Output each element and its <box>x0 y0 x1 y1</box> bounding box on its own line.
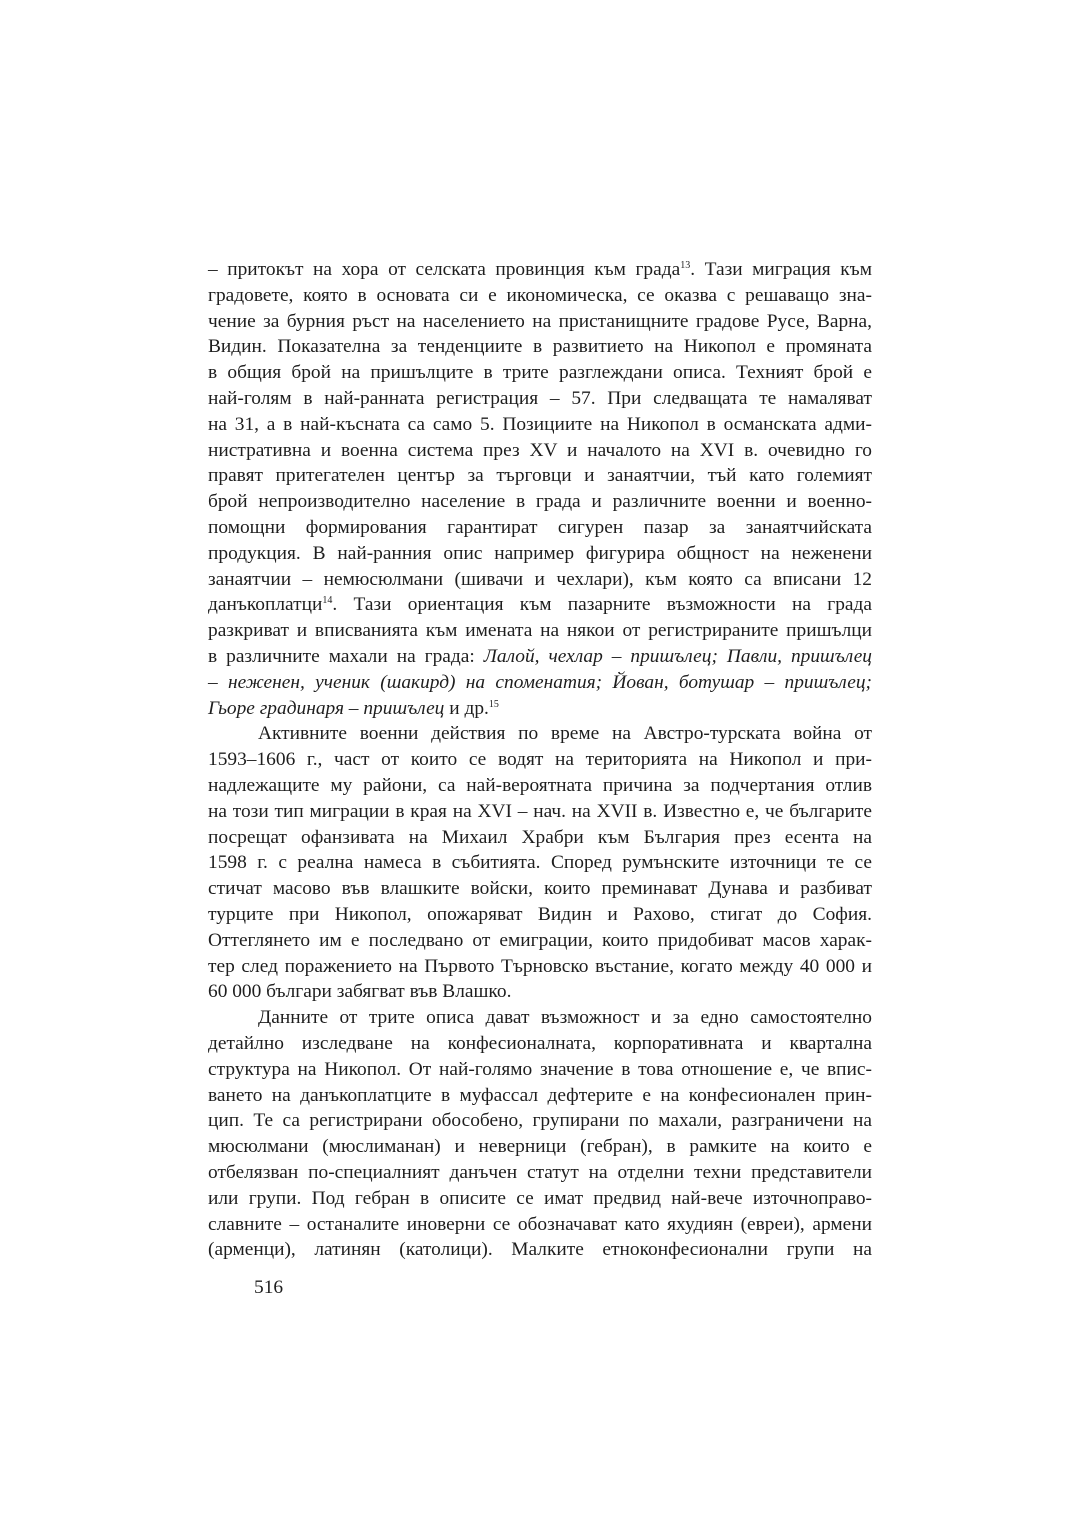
text-line <box>208 1031 872 1057</box>
text-line <box>208 696 872 722</box>
line-text: детайлно изследване на конфесионалната, корпоративната и квартална <box>208 1033 872 1054</box>
text-line <box>208 825 872 851</box>
text-line <box>208 670 872 696</box>
text-line <box>208 541 872 567</box>
line-text: чение за бурния ръст на населението на пристанищните градове Русе, Варна, <box>208 310 872 332</box>
line-text: турците при Никопол, опожаряват Видин и Рахово, стигат до София. <box>208 904 872 925</box>
line-text: мюсюлмани (мюслиманан) и неверници (гебран), в рамките на които е <box>208 1136 872 1158</box>
text-line <box>208 412 872 438</box>
italic-quote: – неженен, ученик (шакирд) на споменатия; Йован, ботушар – пришълец; <box>208 671 872 693</box>
line-text: помощни формирования гарантират сигурен пазар за занаятчийската <box>208 517 872 538</box>
italic-quote: Лалой, чехлар – пришълец; Павли, пришълец <box>483 646 872 667</box>
text-line <box>208 257 872 283</box>
text-line <box>208 850 872 876</box>
text-line <box>208 1057 872 1083</box>
text-line <box>208 799 872 825</box>
line-text: стичат масово във влашките войски, които преминават Дунава и разбиват <box>208 878 872 900</box>
line-text: – притокът на хора от селската провинция към града <box>208 259 681 280</box>
footnote-ref: 13 <box>680 260 691 271</box>
text-line <box>208 954 872 980</box>
text-line <box>208 1237 872 1263</box>
text-line <box>208 463 872 489</box>
line-text: в общия брой на пришълците в трите разглеждани описа. Техният брой е <box>208 362 872 384</box>
line-text: Данните от трите описа дават възможност и за едно самостоятелно <box>258 1007 872 1029</box>
line-text: данъкоплатци <box>208 594 323 616</box>
line-text: на този тип миграции в края на XVI – нач. на XVII в. Известно е, че българите <box>208 800 872 822</box>
line-text: правят притегателен център за търговци и занаятчии, тъй като големият <box>208 465 872 487</box>
line-text: брой непроизводително население в града и различните военни и военно- <box>208 491 872 513</box>
line-text: 1598 г. с реална намеса в събитията. Според румънските източници те се <box>208 852 872 874</box>
line-text: (арменци), латинян (католици). Малките етноконфесионални групи на <box>208 1239 872 1261</box>
line-text: градовете, която в основата си е икономическа, се оказва с решаващо зна- <box>208 284 872 306</box>
text-line <box>208 1005 872 1031</box>
text-line <box>208 1212 872 1238</box>
line-text: славните – останалите иноверни се обозначават като яхудиян (евреи), армени <box>208 1213 872 1235</box>
text-line <box>208 567 872 593</box>
line-text: 60 000 българи забягват във Влашко. <box>208 981 512 1003</box>
line-text: на 31, а в най-късната са само 5. Позициите на Никопол в османската адми- <box>208 413 872 435</box>
line-text: или групи. Под гебран в описите се имат предвид най-вече източноправо- <box>208 1187 872 1209</box>
text-line <box>208 747 872 773</box>
text-line <box>208 876 872 902</box>
text-line <box>208 283 872 309</box>
line-text: разкриват и вписванията към имената на някои от регистрираните пришълци <box>208 620 872 642</box>
text-line <box>208 592 872 618</box>
line-text: надлежащите му райони, са най-вероятната причина за подчертания отлив <box>208 775 872 796</box>
line-text: продукция. В най-ранния опис например фигурира общност на неженени <box>208 542 872 564</box>
text-line <box>208 438 872 464</box>
line-text: най-голям в най-ранната регистрация – 57. При следващата те намаляват <box>208 388 872 409</box>
italic-quote: Гьоре градинаря – пришълец <box>208 697 445 719</box>
text-line <box>208 979 872 1005</box>
text-line <box>208 386 872 412</box>
text-line <box>208 1108 872 1134</box>
text-line <box>208 1134 872 1160</box>
text-line <box>208 644 872 670</box>
text-line <box>208 309 872 335</box>
line-text: структура на Никопол. От най-голямо значение в това отношение е, че впис- <box>208 1058 872 1080</box>
text-line <box>208 360 872 386</box>
text-line <box>208 1160 872 1186</box>
line-text: Видин. Показателна за тенденциите в развитието на Никопол е промяната <box>208 336 872 358</box>
page-number: 516 <box>254 1277 284 1298</box>
line-text: в различните махали на града: <box>208 646 484 667</box>
line-text: нистративна и военна система през XV и началото на XVI в. очевидно го <box>208 439 872 461</box>
line-text: ването на данъкоплатците в муфассал дефтерите е на конфесионален прин- <box>208 1084 872 1106</box>
line-text: и др. <box>444 697 489 719</box>
text-line <box>208 773 872 799</box>
line-text: цип. Те са регистрирани обособено, групирани по махали, разграничени на <box>208 1110 872 1132</box>
line-text: . Тази ориентация към пазарните възможности на града <box>332 594 872 616</box>
line-text: тер след поражението на Първото Търновско въстание, когато между 40 000 и <box>208 955 872 977</box>
line-text: Оттеглянето им е последвано от емиграции, които придобиват масов харак- <box>208 929 872 951</box>
text-line <box>208 618 872 644</box>
footnote-ref: 15 <box>488 698 499 710</box>
line-text: занаятчии – немюсюлмани (шивачи и чехлари), към която са вписани 12 <box>208 568 872 590</box>
line-text: посрещат офанзивата на Михаил Храбри към България през есента на <box>208 826 872 848</box>
line-text: . Тази миграция към <box>690 259 872 280</box>
footnote-ref: 14 <box>322 595 333 607</box>
text-line <box>208 928 872 954</box>
text-line <box>208 721 872 747</box>
text-line <box>208 334 872 360</box>
text-line <box>208 902 872 928</box>
text-line <box>208 1186 872 1212</box>
line-text: Активните военни действия по време на Австро-турската война от <box>258 723 872 745</box>
text-line <box>208 489 872 515</box>
line-text: 1593–1606 г., част от които се водят на територията на Никопол и при- <box>208 749 872 771</box>
text-line <box>208 515 872 541</box>
text-line <box>208 1083 872 1109</box>
line-text: отбелязван по-специалният данъчен статут на отделни техни представители <box>208 1162 872 1183</box>
